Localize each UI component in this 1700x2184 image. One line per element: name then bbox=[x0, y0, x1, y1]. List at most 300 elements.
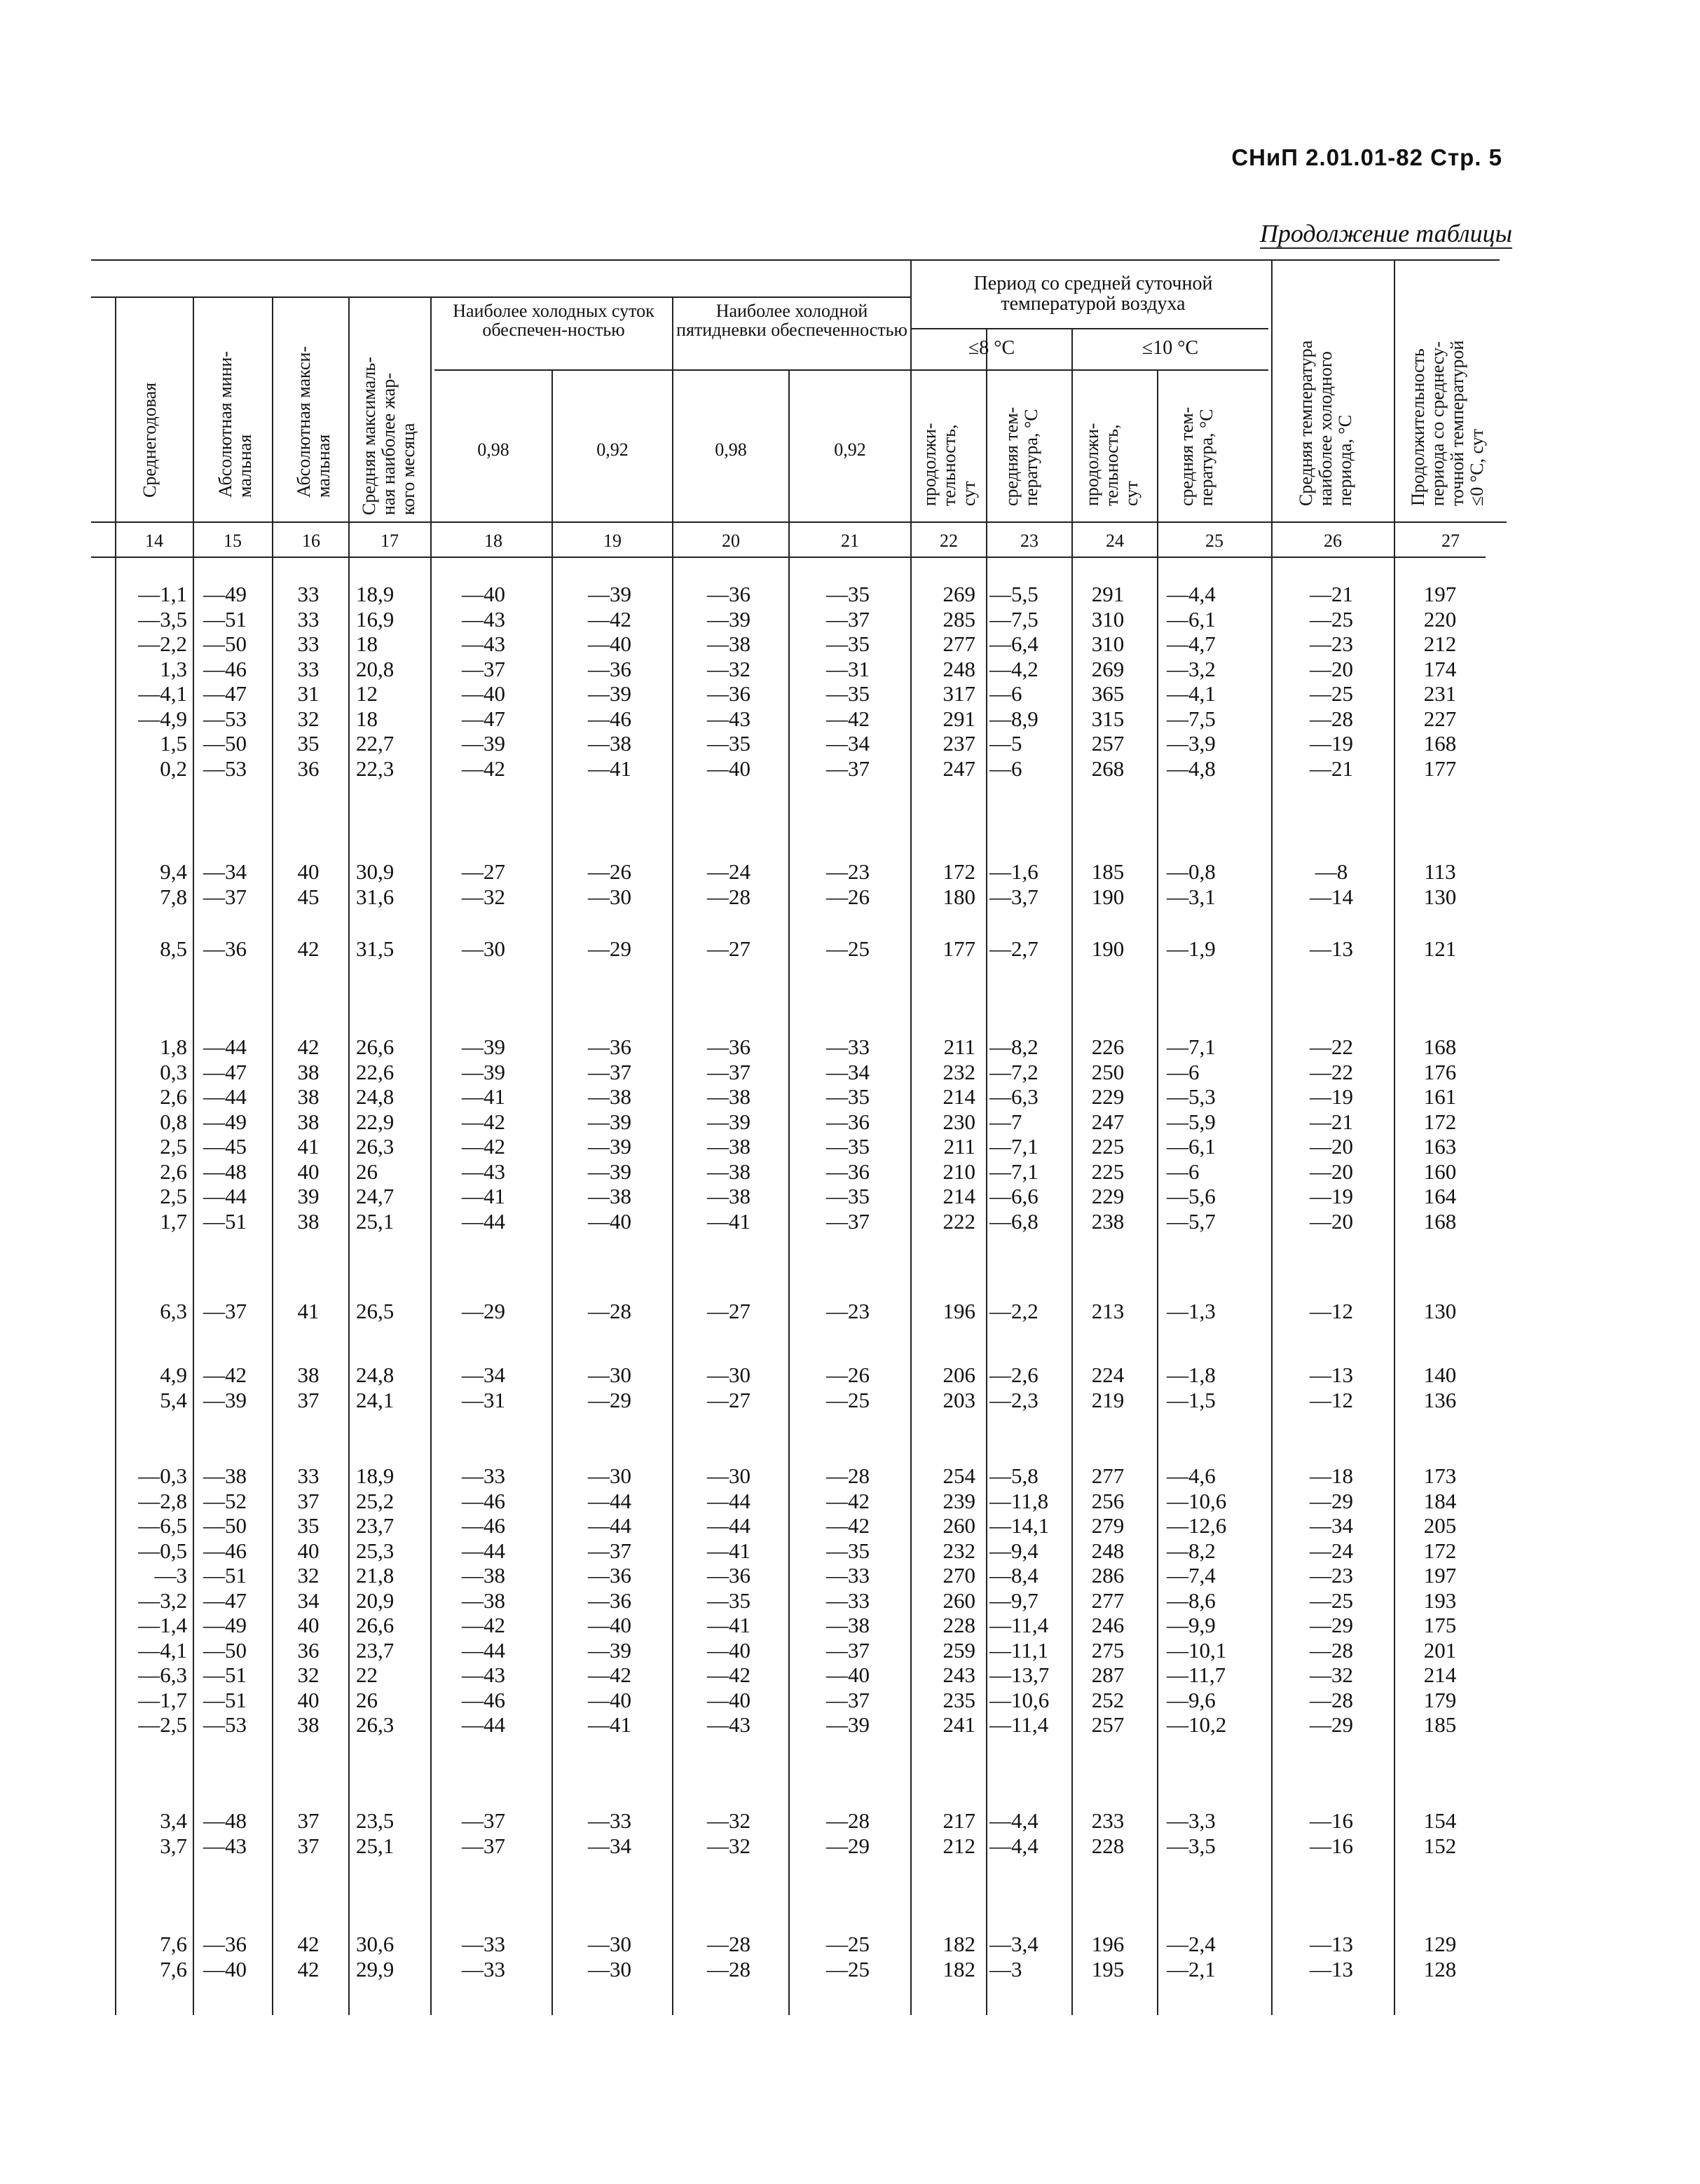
table-cell-c14: —6,3 bbox=[138, 1663, 187, 1687]
table-cell-c17: 18,9 bbox=[356, 1463, 395, 1488]
table-cell-c15: —37 bbox=[203, 1299, 247, 1323]
table-cell-c25: —9,9 bbox=[1167, 1613, 1216, 1637]
table-cell-c19: —36 bbox=[588, 656, 631, 681]
table-cell-c21: —25 bbox=[826, 1932, 870, 1956]
table-cell-c21: —31 bbox=[826, 656, 870, 681]
table-cell-c26: —28 bbox=[1310, 706, 1353, 731]
table-cell-c27: 176 bbox=[1423, 1059, 1457, 1084]
table-cell-c25: —1,9 bbox=[1167, 936, 1216, 961]
table-cell-c21: —37 bbox=[826, 606, 870, 632]
table-cell-c18: —34 bbox=[462, 1363, 505, 1387]
table-cell-c18: —32 bbox=[462, 884, 505, 909]
table-cell-c22: 259 bbox=[942, 1637, 975, 1663]
table-cell-c24: 257 bbox=[1091, 1712, 1125, 1737]
table-cell-c24: 277 bbox=[1091, 1463, 1125, 1488]
table-cell-c20: —32 bbox=[707, 656, 750, 681]
table-cell-c17: 25,3 bbox=[356, 1538, 395, 1563]
table-cell-c25: —10,6 bbox=[1167, 1488, 1227, 1513]
table-cell-c18: —38 bbox=[462, 1588, 505, 1613]
table-cell-c23: —7 bbox=[989, 1109, 1022, 1134]
table-cell-c18: —29 bbox=[462, 1299, 505, 1323]
table-cell-c22: 230 bbox=[942, 1109, 975, 1134]
table-cell-c20: —28 bbox=[707, 1956, 750, 1981]
table-cell-c25: —1,5 bbox=[1167, 1387, 1216, 1412]
table-cell-c18: —31 bbox=[462, 1387, 505, 1412]
table-cell-c14: 5,4 bbox=[160, 1387, 187, 1412]
table-cell-c19: —28 bbox=[588, 1299, 631, 1323]
table-cell-c25: —0,8 bbox=[1167, 859, 1216, 884]
header-5day-092: 0,92 bbox=[834, 439, 866, 460]
table-cell-c20: —30 bbox=[707, 1463, 750, 1488]
table-cell-c15: —50 bbox=[203, 1637, 247, 1663]
table-cell-c26: —28 bbox=[1310, 1637, 1353, 1663]
col-number-14: 14 bbox=[145, 531, 163, 551]
table-cell-c27: 205 bbox=[1423, 1513, 1457, 1538]
table-cell-c16: 37 bbox=[297, 1808, 320, 1833]
table-cell-c14: —1,4 bbox=[138, 1613, 187, 1637]
table-cell-c23: —4,4 bbox=[989, 1833, 1038, 1858]
col-number-27: 27 bbox=[1441, 531, 1460, 551]
table-cell-c19: —39 bbox=[588, 582, 631, 606]
table-cell-c15: —53 bbox=[203, 756, 247, 781]
table-cell-c25: —5,3 bbox=[1167, 1084, 1216, 1109]
table-cell-c14: —6,5 bbox=[138, 1513, 187, 1538]
table-cell-c27: 172 bbox=[1423, 1538, 1457, 1563]
table-cell-c19: —34 bbox=[588, 1833, 631, 1858]
table-cell-c15: —49 bbox=[203, 1109, 247, 1134]
table-cell-c20: —43 bbox=[707, 706, 750, 731]
table-cell-c20: —40 bbox=[707, 1637, 750, 1663]
table-cell-c25: —3,2 bbox=[1167, 656, 1216, 681]
table-cell-c26: —21 bbox=[1310, 582, 1353, 606]
table-cell-c27: 128 bbox=[1423, 1956, 1457, 1981]
table-cell-c24: 196 bbox=[1091, 1932, 1125, 1956]
table-cell-c14: —1,7 bbox=[138, 1687, 187, 1712]
table-cell-c19: —38 bbox=[588, 1084, 631, 1109]
table-cell-c27: 175 bbox=[1423, 1613, 1457, 1637]
table-cell-c15: —51 bbox=[203, 1563, 247, 1588]
table-cell-c25: —9,6 bbox=[1167, 1687, 1216, 1712]
table-cell-c16: 32 bbox=[297, 1563, 320, 1588]
table-cell-c19: —40 bbox=[588, 1613, 631, 1637]
table-cell-c23: —7,1 bbox=[989, 1134, 1038, 1159]
table-cell-c15: —51 bbox=[203, 606, 247, 632]
table-cell-c19: —39 bbox=[588, 1637, 631, 1663]
table-cell-c20: —30 bbox=[707, 1363, 750, 1387]
table-cell-c26: —29 bbox=[1310, 1488, 1353, 1513]
table-cell-c23: —13,7 bbox=[989, 1663, 1050, 1687]
table-cell-c15: —36 bbox=[203, 1932, 247, 1956]
table-cell-c23: —2,3 bbox=[989, 1387, 1038, 1412]
table-cell-c19: —39 bbox=[588, 1109, 631, 1134]
table-cell-c22: 222 bbox=[942, 1208, 975, 1234]
table-cell-c18: —43 bbox=[462, 1159, 505, 1184]
table-cell-c16: 38 bbox=[297, 1208, 320, 1234]
table-cell-c15: —46 bbox=[203, 656, 247, 681]
table-cell-c22: 211 bbox=[943, 1035, 975, 1059]
table-cell-c17: 23,7 bbox=[356, 1637, 395, 1663]
table-cell-c24: 248 bbox=[1091, 1538, 1125, 1563]
table-cell-c21: —25 bbox=[826, 1956, 870, 1981]
table-cell-c25: —3,9 bbox=[1167, 731, 1216, 756]
table-cell-c18: —46 bbox=[462, 1513, 505, 1538]
table-cell-c20: —43 bbox=[707, 1712, 750, 1737]
table-cell-c24: 224 bbox=[1091, 1363, 1125, 1387]
table-cell-c17: 20,9 bbox=[356, 1588, 395, 1613]
table-cell-c23: —6 bbox=[989, 681, 1022, 706]
table-cell-c20: —36 bbox=[707, 1563, 750, 1588]
table-cell-c27: 201 bbox=[1423, 1637, 1457, 1663]
table-cell-c15: —40 bbox=[203, 1956, 247, 1981]
table-cell-c22: 247 bbox=[942, 756, 975, 781]
table-cell-c21: —35 bbox=[826, 1184, 870, 1208]
table-cell-c22: 203 bbox=[942, 1387, 975, 1412]
table-cell-c26: —32 bbox=[1310, 1663, 1353, 1687]
table-cell-c16: 36 bbox=[297, 756, 320, 781]
table-cell-c22: 243 bbox=[942, 1663, 975, 1687]
table-cell-c16: 41 bbox=[297, 1134, 320, 1159]
table-cell-c26: —29 bbox=[1310, 1613, 1353, 1637]
table-cell-c26: —20 bbox=[1310, 1208, 1353, 1234]
table-cell-c17: 22,3 bbox=[356, 756, 395, 781]
table-cell-c26: —34 bbox=[1310, 1513, 1353, 1538]
table-cell-c20: —41 bbox=[707, 1613, 750, 1637]
table-cell-c14: 1,8 bbox=[160, 1035, 187, 1059]
col-number-19: 19 bbox=[603, 531, 622, 551]
table-cell-c18: —46 bbox=[462, 1488, 505, 1513]
table-cell-c23: —4,2 bbox=[989, 656, 1038, 681]
table-cell-c24: 219 bbox=[1091, 1387, 1125, 1412]
table-cell-c14: 1,7 bbox=[160, 1208, 187, 1234]
table-cell-c16: 32 bbox=[297, 706, 320, 731]
table-cell-c19: —37 bbox=[588, 1538, 631, 1563]
table-cell-c14: 1,5 bbox=[160, 731, 187, 756]
table-cell-c22: 248 bbox=[942, 656, 975, 681]
header-day-092: 0,92 bbox=[596, 439, 629, 460]
table-cell-c19: —44 bbox=[588, 1488, 631, 1513]
table-cell-c14: 4,9 bbox=[160, 1363, 187, 1387]
table-cell-c14: 6,3 bbox=[160, 1299, 187, 1323]
table-cell-c21: —37 bbox=[826, 1687, 870, 1712]
table-cell-c26: —12 bbox=[1310, 1299, 1353, 1323]
table-cell-c26: —16 bbox=[1310, 1808, 1353, 1833]
table-cell-c14: —4,9 bbox=[138, 706, 187, 731]
table-cell-c20: —27 bbox=[707, 1387, 750, 1412]
table-cell-c25: —4,6 bbox=[1167, 1463, 1216, 1488]
table-cell-c15: —51 bbox=[203, 1687, 247, 1712]
page-header: СНиП 2.01.01-82 Стр. 5 bbox=[1231, 144, 1502, 170]
table-cell-c18: —41 bbox=[462, 1184, 505, 1208]
table-cell-c16: 40 bbox=[297, 1159, 320, 1184]
table-cell-c15: —36 bbox=[203, 936, 247, 961]
table-cell-c27: 174 bbox=[1423, 656, 1457, 681]
table-cell-c24: 279 bbox=[1091, 1513, 1125, 1538]
table-cell-c23: —2,6 bbox=[989, 1363, 1038, 1387]
table-cell-c18: —37 bbox=[462, 1808, 505, 1833]
table-cell-c17: 18 bbox=[356, 632, 378, 656]
table-cell-c21: —26 bbox=[826, 884, 870, 909]
table-cell-c21: —23 bbox=[826, 1299, 870, 1323]
table-cell-c27: 121 bbox=[1423, 936, 1457, 961]
table-cell-c16: 34 bbox=[297, 1588, 320, 1613]
table-cell-c16: 33 bbox=[297, 1463, 320, 1488]
table-cell-c26: —18 bbox=[1310, 1463, 1353, 1488]
table-cell-c24: 229 bbox=[1091, 1084, 1125, 1109]
table-cell-c22: 206 bbox=[942, 1363, 975, 1387]
table-cell-c25: —3,5 bbox=[1167, 1833, 1216, 1858]
table-cell-c15: —48 bbox=[203, 1808, 247, 1833]
header-coldest-5day: Наиболее холодной пятидневки обеспеченностью bbox=[676, 301, 907, 341]
table-cell-c16: 38 bbox=[297, 1084, 320, 1109]
header-5day-098: 0,98 bbox=[715, 439, 747, 460]
table-cell-c15: —46 bbox=[203, 1538, 247, 1563]
table-cell-c25: —7,5 bbox=[1167, 706, 1216, 731]
table-cell-c21: —36 bbox=[826, 1109, 870, 1134]
table-cell-c16: 32 bbox=[297, 1663, 320, 1687]
table-cell-c25: —12,6 bbox=[1167, 1513, 1227, 1538]
table-cell-c23: —3,7 bbox=[989, 884, 1038, 909]
col-number-25: 25 bbox=[1205, 531, 1223, 551]
table-cell-c14: —4,1 bbox=[138, 1637, 187, 1663]
table-cell-c22: 260 bbox=[942, 1513, 975, 1538]
table-cell-c17: 26,3 bbox=[356, 1712, 395, 1737]
table-cell-c22: 239 bbox=[942, 1488, 975, 1513]
table-cell-c18: —43 bbox=[462, 606, 505, 632]
table-cell-c23: —3,4 bbox=[989, 1932, 1038, 1956]
table-cell-c19: —38 bbox=[588, 731, 631, 756]
table-cell-c25: —3,3 bbox=[1167, 1808, 1216, 1833]
header-duration-8 bbox=[920, 423, 979, 506]
table-cell-c16: 42 bbox=[297, 1932, 320, 1956]
table-cell-c23: —11,4 bbox=[989, 1613, 1049, 1637]
table-cell-c20: —40 bbox=[707, 756, 750, 781]
table-cell-c22: 277 bbox=[942, 632, 975, 656]
table-cell-c22: 211 bbox=[943, 1134, 975, 1159]
table-cell-c16: 33 bbox=[297, 582, 320, 606]
table-cell-c15: —45 bbox=[203, 1134, 247, 1159]
table-cell-c16: 40 bbox=[297, 1538, 320, 1563]
table-cell-c17: 24,8 bbox=[356, 1363, 395, 1387]
table-cell-c23: —6,6 bbox=[989, 1184, 1038, 1208]
table-cell-c18: —39 bbox=[462, 731, 505, 756]
table-cell-c15: —39 bbox=[203, 1387, 247, 1412]
table-cell-c19: —30 bbox=[588, 1463, 631, 1488]
table-cell-c24: 225 bbox=[1091, 1134, 1125, 1159]
col-number-24: 24 bbox=[1106, 531, 1124, 551]
table-cell-c14: 0,2 bbox=[160, 756, 187, 781]
continuation-text: Продолжение таблицы bbox=[1259, 219, 1512, 247]
table-cell-c25: —10,1 bbox=[1167, 1637, 1227, 1663]
table-cell-c25: —1,3 bbox=[1167, 1299, 1216, 1323]
col-number-17: 17 bbox=[381, 531, 399, 551]
table-cell-c19: —30 bbox=[588, 1363, 631, 1387]
table-cell-c18: —38 bbox=[462, 1563, 505, 1588]
table-cell-c20: —40 bbox=[707, 1687, 750, 1712]
table-cell-c27: 227 bbox=[1423, 706, 1457, 731]
table-cell-c26: —12 bbox=[1310, 1387, 1353, 1412]
table-cell-c27: 154 bbox=[1423, 1808, 1457, 1833]
table-cell-c21: —33 bbox=[826, 1035, 870, 1059]
table-cell-c21: —35 bbox=[826, 1134, 870, 1159]
table-cell-c16: 33 bbox=[297, 656, 320, 681]
col-number-26: 26 bbox=[1324, 531, 1342, 551]
table-cell-c19: —40 bbox=[588, 1208, 631, 1234]
table-cell-c27: 197 bbox=[1423, 582, 1457, 606]
table-cell-c23: —6,4 bbox=[989, 632, 1038, 656]
table-cell-c23: —10,6 bbox=[989, 1687, 1050, 1712]
table-cell-c23: —9,7 bbox=[989, 1588, 1038, 1613]
table-cell-c21: —42 bbox=[826, 706, 870, 731]
table-cell-c24: 250 bbox=[1091, 1059, 1125, 1084]
table-cell-c24: 286 bbox=[1091, 1563, 1125, 1588]
table-cell-c25: —6 bbox=[1167, 1159, 1200, 1184]
table-cell-c14: 1,3 bbox=[160, 656, 187, 681]
table-cell-c17: 26 bbox=[356, 1159, 378, 1184]
header-avg-temp-10-text: средняя тем- пература, °С bbox=[1177, 407, 1217, 506]
table-cell-c24: 310 bbox=[1091, 606, 1125, 632]
table-cell-c24: 228 bbox=[1091, 1833, 1125, 1858]
table-cell-c27: 129 bbox=[1423, 1932, 1457, 1956]
table-cell-c24: 310 bbox=[1091, 632, 1125, 656]
col-number-18: 18 bbox=[484, 531, 502, 551]
table-cell-c17: 26 bbox=[356, 1687, 378, 1712]
table-cell-c24: 238 bbox=[1091, 1208, 1125, 1234]
table-cell-c17: 30,6 bbox=[356, 1932, 395, 1956]
header-avg-max-hottest-month bbox=[359, 357, 418, 515]
table-cell-c27: 172 bbox=[1423, 1109, 1457, 1134]
table-cell-c27: 173 bbox=[1423, 1463, 1457, 1488]
table-cell-c23: —7,1 bbox=[989, 1159, 1038, 1184]
header-absolute-min bbox=[216, 351, 255, 498]
table-cell-c27: 161 bbox=[1423, 1084, 1457, 1109]
table-cell-c21: —42 bbox=[826, 1488, 870, 1513]
table-cell-c15: —47 bbox=[203, 1588, 247, 1613]
table-cell-c17: 24,8 bbox=[356, 1084, 395, 1109]
table-cell-c21: —33 bbox=[826, 1588, 870, 1613]
table-cell-c16: 35 bbox=[297, 731, 320, 756]
table-cell-c25: —11,7 bbox=[1167, 1663, 1226, 1687]
table-cell-c27: 136 bbox=[1423, 1387, 1457, 1412]
table-cell-c15: —43 bbox=[203, 1833, 247, 1858]
table-cell-c25: —2,4 bbox=[1167, 1932, 1216, 1956]
table-cell-c21: —40 bbox=[826, 1663, 870, 1687]
table-cell-c18: —42 bbox=[462, 1134, 505, 1159]
table-cell-c26: —22 bbox=[1310, 1035, 1353, 1059]
table-cell-c23: —8,4 bbox=[989, 1563, 1038, 1588]
table-cell-c25: —4,7 bbox=[1167, 632, 1216, 656]
table-cell-c23: —6,8 bbox=[989, 1208, 1038, 1234]
table-cell-c21: —23 bbox=[826, 859, 870, 884]
table-cell-c27: 113 bbox=[1424, 859, 1456, 884]
table-cell-c17: 26,6 bbox=[356, 1613, 395, 1637]
table-cell-c22: 241 bbox=[942, 1712, 975, 1737]
col-number-21: 21 bbox=[841, 531, 859, 551]
table-cell-c27: 168 bbox=[1423, 1035, 1457, 1059]
header-le8: ≤8 °С bbox=[968, 337, 1015, 359]
table-cell-c22: 237 bbox=[942, 731, 975, 756]
header-duration-8-text: продолжи- тельность, сут bbox=[919, 423, 980, 506]
table-cell-c27: 163 bbox=[1423, 1134, 1457, 1159]
table-cell-c21: —35 bbox=[826, 681, 870, 706]
table-cell-c15: —49 bbox=[203, 1613, 247, 1637]
table-cell-c21: —37 bbox=[826, 1208, 870, 1234]
table-cell-c24: 229 bbox=[1091, 1184, 1125, 1208]
table-cell-c26: —16 bbox=[1310, 1833, 1353, 1858]
table-cell-c23: —8,2 bbox=[989, 1035, 1038, 1059]
table-cell-c18: —27 bbox=[462, 859, 505, 884]
table-cell-c24: 233 bbox=[1091, 1808, 1125, 1833]
table-cell-c21: —29 bbox=[826, 1833, 870, 1858]
table-cell-c16: 37 bbox=[297, 1833, 320, 1858]
table-cell-c27: 168 bbox=[1423, 731, 1457, 756]
table-cell-c17: 18 bbox=[356, 706, 378, 731]
table-cell-c26: —25 bbox=[1310, 606, 1353, 632]
table-cell-c15: —51 bbox=[203, 1663, 247, 1687]
table-cell-c18: —33 bbox=[462, 1956, 505, 1981]
table-cell-c18: —30 bbox=[462, 936, 505, 961]
table-cell-c15: —42 bbox=[203, 1363, 247, 1387]
table-cell-c25: —8,2 bbox=[1167, 1538, 1216, 1563]
table-cell-c26: —19 bbox=[1310, 1184, 1353, 1208]
table-cell-c24: 190 bbox=[1091, 936, 1125, 961]
table-cell-c19: —42 bbox=[588, 1663, 631, 1687]
table-cell-c19: —29 bbox=[588, 936, 631, 961]
table-cell-c22: 254 bbox=[942, 1463, 975, 1488]
table-cell-c14: 3,4 bbox=[160, 1808, 187, 1833]
table-cell-c17: 24,1 bbox=[356, 1387, 395, 1412]
table-cell-c26: —20 bbox=[1310, 1134, 1353, 1159]
table-cell-c22: 182 bbox=[942, 1932, 975, 1956]
table-cell-c16: 42 bbox=[297, 1956, 320, 1981]
table-cell-c27: 184 bbox=[1423, 1488, 1457, 1513]
table-cell-c18: —44 bbox=[462, 1712, 505, 1737]
table-cell-c20: —35 bbox=[707, 731, 750, 756]
table-cell-c16: 36 bbox=[297, 1637, 320, 1663]
table-cell-c16: 40 bbox=[297, 859, 320, 884]
table-cell-c17: 21,8 bbox=[356, 1563, 395, 1588]
table-cell-c24: 269 bbox=[1091, 656, 1125, 681]
table-cell-c23: —7,2 bbox=[989, 1059, 1038, 1084]
table-cell-c21: —42 bbox=[826, 1513, 870, 1538]
table-cell-c15: —50 bbox=[203, 731, 247, 756]
table-cell-c23: —14,1 bbox=[989, 1513, 1050, 1538]
table-cell-c22: 180 bbox=[942, 884, 975, 909]
table-cell-c25: —10,2 bbox=[1167, 1712, 1227, 1737]
table-cell-c22: 232 bbox=[942, 1538, 975, 1563]
table-cell-c21: —25 bbox=[826, 936, 870, 961]
table-cell-c24: 365 bbox=[1091, 681, 1125, 706]
table-cell-c19: —39 bbox=[588, 1134, 631, 1159]
table-cell-c27: 185 bbox=[1423, 1712, 1457, 1737]
table-cell-c27: 197 bbox=[1423, 1563, 1457, 1588]
col-number-22: 22 bbox=[940, 531, 958, 551]
table-cell-c27: 220 bbox=[1423, 606, 1457, 632]
table-cell-c22: 270 bbox=[942, 1563, 975, 1588]
table-cell-c17: 24,7 bbox=[356, 1184, 395, 1208]
table-cell-c15: —47 bbox=[203, 1059, 247, 1084]
table-cell-c15: —50 bbox=[203, 632, 247, 656]
table-cell-c25: —4,1 bbox=[1167, 681, 1216, 706]
table-cell-c23: —11,1 bbox=[989, 1637, 1049, 1663]
header-period-group: Период со средней суточной температурой воздуха bbox=[973, 273, 1213, 315]
table-cell-c17: 23,5 bbox=[356, 1808, 395, 1833]
table-cell-c16: 31 bbox=[297, 681, 320, 706]
table-cell-c14: 7,6 bbox=[160, 1932, 187, 1956]
table-cell-c26: —14 bbox=[1310, 884, 1353, 909]
table-cell-c20: —27 bbox=[707, 936, 750, 961]
table-cell-c21: —34 bbox=[826, 731, 870, 756]
table-cell-c20: —36 bbox=[707, 582, 750, 606]
